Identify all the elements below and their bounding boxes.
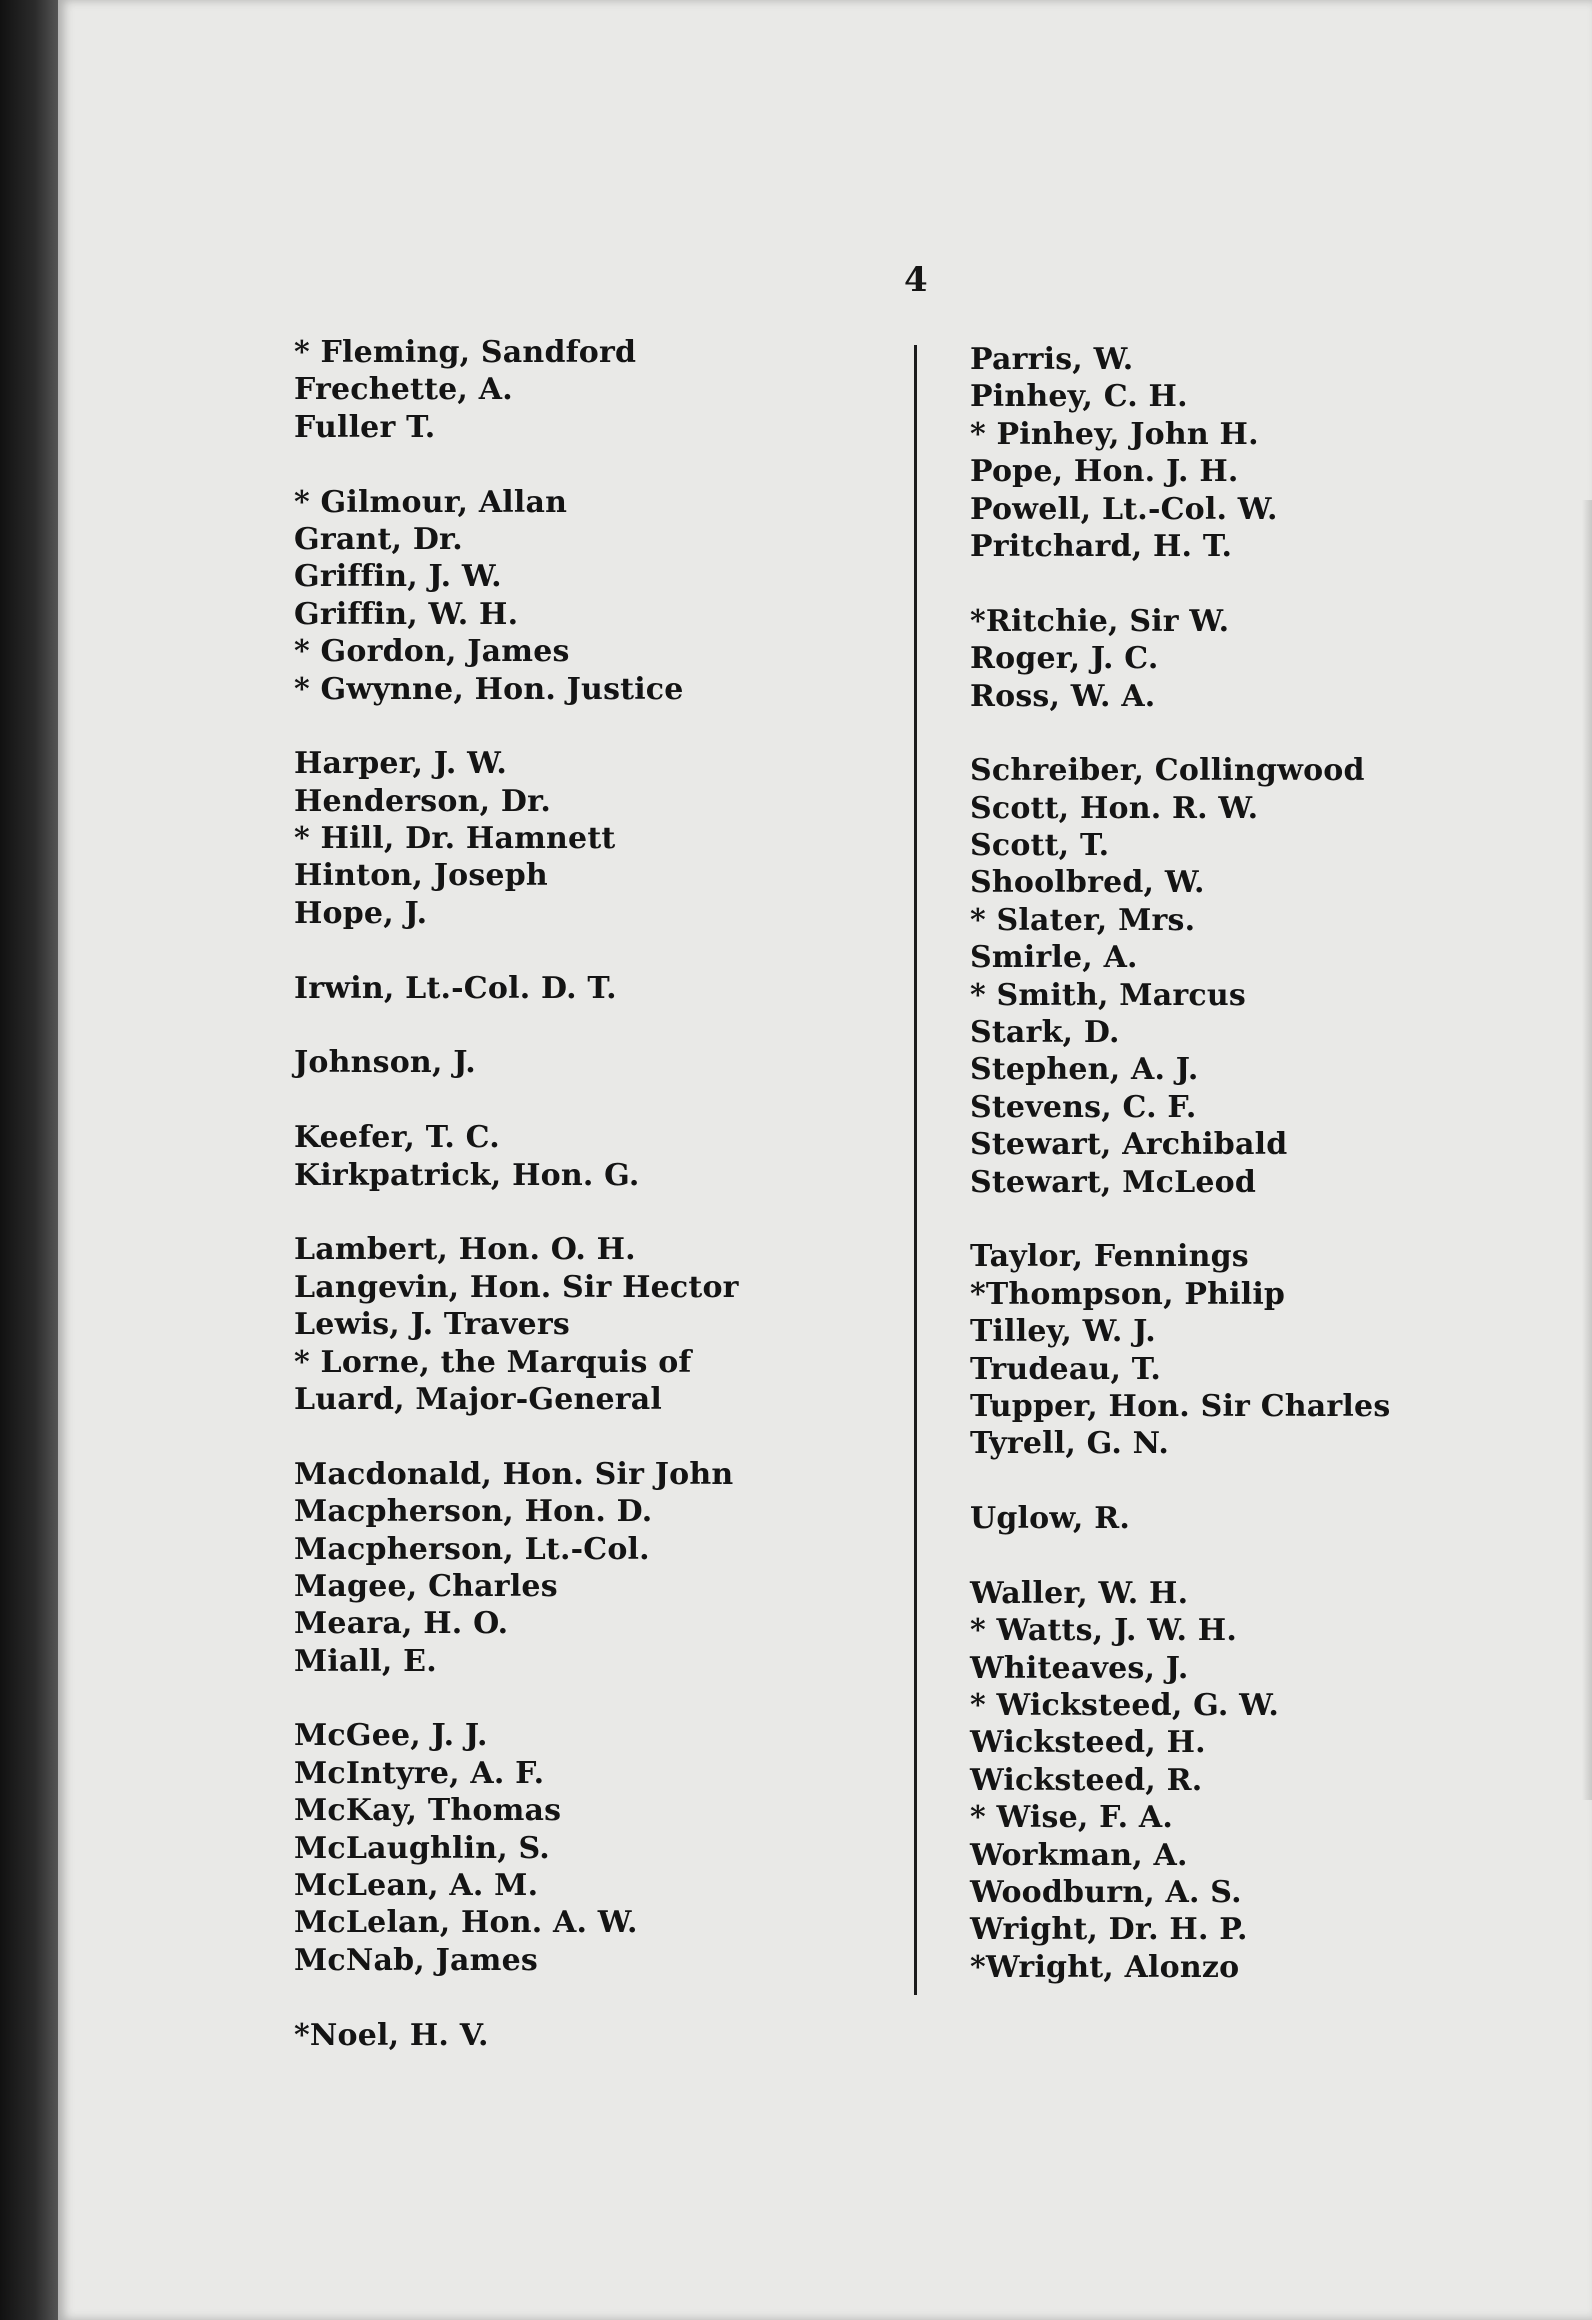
member-name: Meara, H. O. [294, 1606, 509, 1642]
member-list-right-column [970, 341, 1390, 1986]
member-name: Parris, W. [970, 342, 1134, 377]
member-name: Kirkpatrick, Hon. G. [294, 1157, 640, 1193]
member-name: Pope, Hon. J. H. [970, 454, 1239, 490]
section-spacer [970, 565, 1390, 602]
section-spacer [294, 1082, 739, 1119]
member-name: Scott, T. [970, 828, 1110, 864]
member-name: * Lorne, the Marquis of [294, 1344, 692, 1380]
member-name: *Wright, Alonzo [970, 1949, 1240, 1985]
member-name: Harper, J. W. [294, 746, 507, 782]
member-name: *Noel, H. V. [294, 2017, 489, 2053]
member-name: McKay, Thomas [294, 1793, 562, 1829]
member-name: Stewart, McLeod [970, 1164, 1257, 1200]
member-name: * Hill, Dr. Hamnett [294, 821, 616, 857]
member-name: Wright, Dr. H. P. [970, 1912, 1248, 1948]
member-name: Wicksteed, R. [970, 1762, 1203, 1798]
member-name: Keefer, T. C. [294, 1120, 500, 1156]
member-name: Trudeau, T. [970, 1351, 1162, 1387]
member-name: Irwin, Lt.-Col. D. T. [294, 970, 617, 1006]
member-name: Langevin, Hon. Sir Hector [294, 1269, 739, 1305]
member-name: * Pinhey, John H. [970, 416, 1259, 452]
member-name: * Slater, Mrs. [970, 902, 1196, 938]
member-name: * Fleming, Sandford [294, 335, 637, 370]
member-name: Stephen, A. J. [970, 1052, 1199, 1088]
member-name: * Gilmour, Allan [294, 484, 568, 520]
section-spacer [294, 446, 739, 483]
member-name: Workman, A. [970, 1837, 1188, 1873]
member-name: Hope, J. [294, 895, 428, 931]
member-name: Stark, D. [970, 1015, 1120, 1051]
member-name: * Watts, J. W. H. [970, 1613, 1237, 1649]
member-name: Johnson, J. [294, 1045, 476, 1081]
member-name: Uglow, R. [970, 1501, 1130, 1537]
member-name: McIntyre, A. F. [294, 1755, 545, 1791]
section-spacer [970, 1538, 1390, 1575]
page-number: 4 [904, 260, 928, 300]
member-name: * Wise, F. A. [970, 1800, 1174, 1836]
section-spacer [294, 932, 739, 969]
member-name: Lambert, Hon. O. H. [294, 1232, 636, 1268]
member-name: Pinhey, C. H. [970, 379, 1188, 415]
section-spacer [294, 1007, 739, 1044]
member-name: Lewis, J. Travers [294, 1307, 570, 1343]
section-spacer [294, 708, 739, 745]
member-name: Schreiber, Collingwood [970, 753, 1365, 789]
member-name: * Wicksteed, G. W. [970, 1688, 1280, 1724]
page-edge-shadow [1582, 500, 1592, 1800]
member-name: Wicksteed, H. [970, 1725, 1206, 1761]
member-name: * Smith, Marcus [970, 977, 1246, 1013]
section-spacer [294, 1194, 739, 1231]
member-name: Stewart, Archibald [970, 1127, 1288, 1163]
member-name: Scott, Hon. R. W. [970, 790, 1259, 826]
member-name: Smirle, A. [970, 940, 1138, 976]
section-spacer [970, 715, 1390, 752]
member-name: McNab, James [294, 1942, 538, 1978]
member-name: Roger, J. C. [970, 641, 1159, 677]
member-name: Griffin, J. W. [294, 559, 502, 595]
section-spacer [294, 1979, 739, 2016]
member-name: Macpherson, Lt.-Col. [294, 1531, 650, 1567]
member-name: Whiteaves, J. [970, 1650, 1189, 1686]
member-list-left-column [294, 334, 739, 2054]
member-name: Woodburn, A. S. [970, 1875, 1242, 1911]
member-name: Henderson, Dr. [294, 783, 552, 819]
member-name: Magee, Charles [294, 1568, 558, 1604]
section-spacer [970, 1201, 1390, 1238]
member-name: Hinton, Joseph [294, 858, 548, 894]
member-name: Macpherson, Hon. D. [294, 1494, 653, 1530]
scan-binding-edge [0, 0, 58, 2320]
member-name: Powell, Lt.-Col. W. [970, 491, 1278, 527]
member-name: Luard, Major-General [294, 1381, 663, 1417]
section-spacer [294, 1680, 739, 1717]
member-name: Tyrell, G. N. [970, 1426, 1170, 1462]
member-name: Waller, W. H. [970, 1575, 1189, 1611]
member-name: * Gordon, James [294, 634, 570, 670]
member-name: Ross, W. A. [970, 678, 1156, 714]
member-name: McLaughlin, S. [294, 1830, 550, 1866]
member-name: Frechette, A. [294, 372, 513, 408]
section-spacer [294, 1418, 739, 1455]
member-name: *Thompson, Philip [970, 1276, 1286, 1312]
member-name: Tupper, Hon. Sir Charles [970, 1388, 1391, 1424]
member-name: Pritchard, H. T. [970, 528, 1233, 564]
member-name: McLean, A. M. [294, 1868, 539, 1904]
member-name: McLelan, Hon. A. W. [294, 1905, 638, 1941]
member-name: Shoolbred, W. [970, 865, 1205, 901]
member-name: Grant, Dr. [294, 521, 463, 557]
member-name: Macdonald, Hon. Sir John [294, 1456, 734, 1492]
section-spacer [970, 1463, 1390, 1500]
member-name: Tilley, W. J. [970, 1314, 1156, 1350]
member-name: Griffin, W. H. [294, 596, 519, 632]
member-name: Taylor, Fennings [970, 1239, 1249, 1275]
member-name: Miall, E. [294, 1643, 437, 1679]
member-name: *Ritchie, Sir W. [970, 603, 1230, 639]
column-divider [914, 345, 917, 1995]
member-name: * Gwynne, Hon. Justice [294, 671, 684, 707]
member-name: McGee, J. J. [294, 1718, 488, 1754]
member-name: Fuller T. [294, 409, 436, 445]
member-name: Stevens, C. F. [970, 1089, 1197, 1125]
